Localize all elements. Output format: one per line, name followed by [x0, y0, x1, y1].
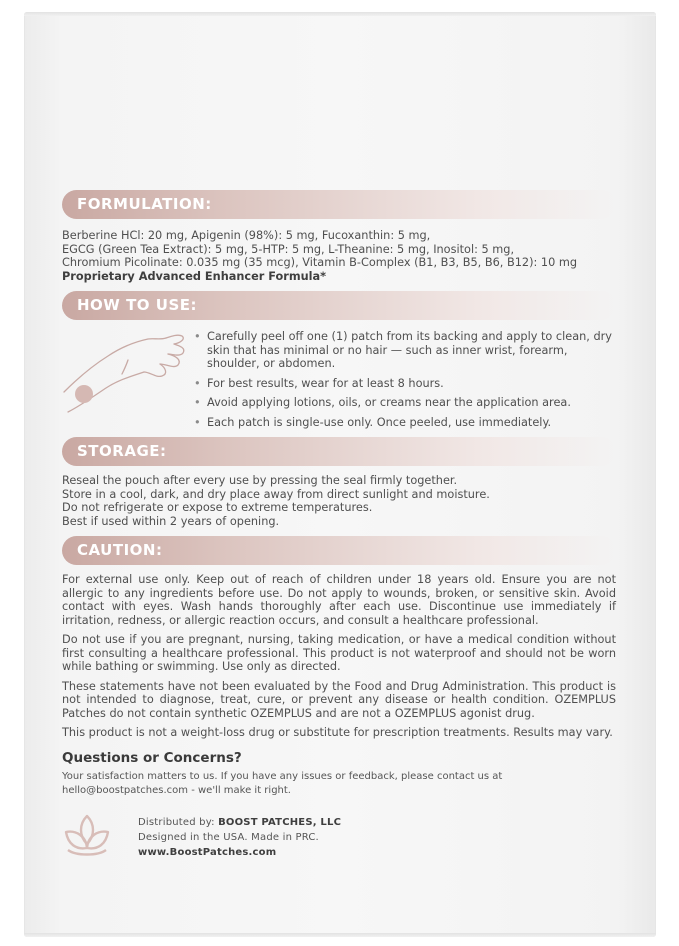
- company-name: BOOST PATCHES, LLC: [218, 817, 342, 828]
- how-to-use-heading: HOW TO USE:: [62, 291, 616, 320]
- storage-line: Best if used within 2 years of opening.: [62, 514, 280, 528]
- caution-paragraph: Do not use if you are pregnant, nursing, taking medication, or have a medical condition without first consulting a healthcare professional. This product is not waterproof and should not be worn while bathing or swimming. Use only as directed.: [62, 633, 616, 673]
- storage-line: Do not refrigerate or expose to extreme temperatures.: [62, 501, 373, 514]
- formulation-text: [62, 229, 616, 283]
- how-to-use-list: [192, 330, 616, 435]
- caution-text: [62, 573, 616, 740]
- storage-line: Store in a cool, dark, and dry place away from direct sunlight and moisture.: [62, 487, 490, 501]
- website-link[interactable]: www.BoostPatches.com: [138, 847, 277, 858]
- formulation-heading: FORMULATION:: [62, 190, 616, 219]
- hand-wrist-icon: [62, 330, 192, 435]
- questions-line-2: [62, 784, 616, 798]
- footer: [62, 812, 616, 864]
- caution-paragraph: For external use only. Keep out of reach of children under 18 years old. Ensure you are not allergic to any ingredients before use. Do not apply to wounds, broken, or sensitive skin. Avoid contact with eyes. Wash hands thoroughly after each use. Discontinue use immediately if irritation, redness, or allergic reaction occurs, and consult a healthcare professional.: [62, 573, 616, 627]
- questions-line: Your satisfaction matters to us. If you have any issues or feedback, please contact us at: [62, 770, 503, 782]
- how-to-use-step: • Carefully peel off one (1) patch from its backing and apply to clean, dry skin that has minimal or no hair — such as inner wrist, forearm, shoulder, or abdomen.: [192, 330, 616, 371]
- contact-email[interactable]: hello@boostpatches.com: [62, 784, 189, 796]
- formulation-line: EGCG (Green Tea Extract): 5 mg, 5-HTP: 5 mg, L-Theanine: 5 mg, Inositol: 5 mg,: [62, 242, 515, 256]
- storage-text: [62, 474, 616, 528]
- label-content: [62, 190, 616, 864]
- origin-text: Designed in the USA. Made in PRC.: [138, 832, 319, 843]
- questions-text: [62, 770, 616, 798]
- formulation-line: Chromium Picolinate: 0.035 mg (35 mcg), Vitamin B-Complex (B1, B3, B5, B6, B12): 10 mg: [62, 256, 578, 269]
- storage-line: Reseal the pouch after every use by pressing the seal firmly together.: [62, 474, 458, 487]
- formulation-line: Berberine HCl: 20 mg, Apigenin (98%): 5 mg, Fucoxanthin: 5 mg,: [62, 229, 431, 242]
- caution-paragraph: This product is not a weight-loss drug or substitute for prescription treatments. Results may vary.: [62, 726, 613, 739]
- distributor-info: [138, 815, 341, 860]
- storage-heading: STORAGE:: [62, 437, 616, 466]
- questions-suffix: - we'll make it right.: [188, 784, 291, 796]
- distributed-prefix: Distributed by:: [138, 817, 219, 828]
- boost-leaf-logo: [62, 812, 138, 864]
- caution-paragraph: These statements have not been evaluated by the Food and Drug Administration. This product is not intended to diagnose, treat, cure, or prevent any disease or health condition. OZEMPLUS Patches do not contain synthetic OZEMPLUS and are not a OZEMPLUS agonist drug.: [62, 679, 616, 720]
- how-to-use-step: • Each patch is single-use only. Once peeled, use immediately.: [192, 416, 616, 430]
- proprietary-formula: Proprietary Advanced Enhancer Formula*: [62, 269, 327, 283]
- product-pouch: [24, 12, 656, 937]
- how-to-use-step: • Avoid applying lotions, oils, or creams near the application area.: [192, 396, 616, 410]
- bottom-seal: [24, 933, 656, 937]
- how-to-use-step: • For best results, wear for at least 8 hours.: [192, 377, 616, 391]
- how-to-use-body: [62, 330, 616, 435]
- distributed-by: [138, 815, 341, 830]
- questions-title: Questions or Concerns?: [62, 749, 242, 766]
- top-seal: [24, 12, 656, 16]
- caution-heading: CAUTION:: [62, 536, 616, 565]
